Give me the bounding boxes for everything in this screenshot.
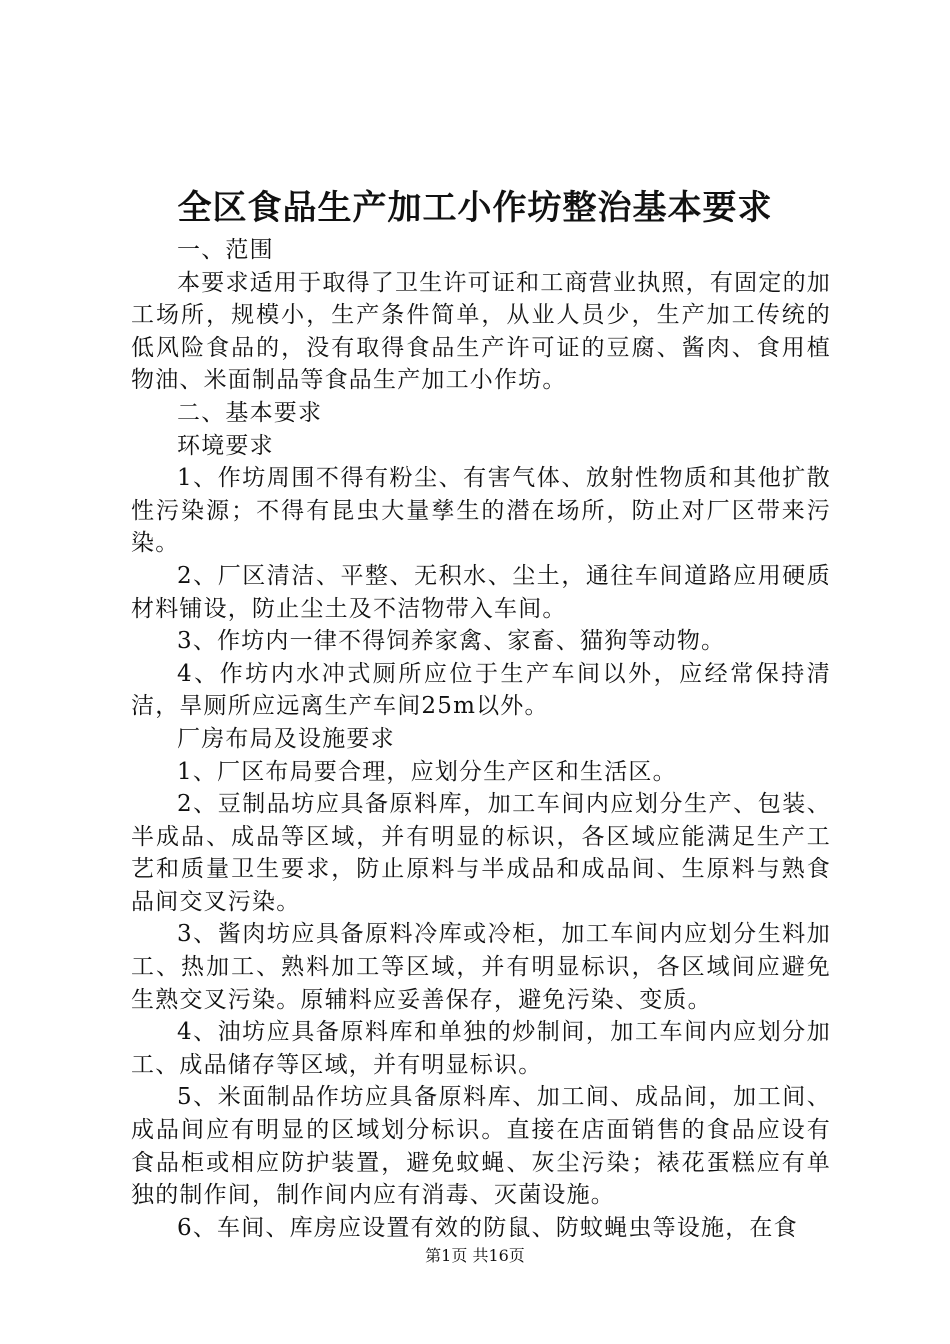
body-paragraph: 5、米面制品作坊应具备原料库、加工间、成品间，加工间、成品间应有明显的区域划分标识。直接在店面销售的食品应设有食品柜或相应防护装置，避免蚊蝇、灰尘污染；裱花蛋糕应有单独的制作间，制作间内应有消毒、灭菌设施。 xyxy=(131,1084,831,1209)
page-number-footer: 第1页 共16页 xyxy=(425,1246,525,1265)
subsection-heading: 环境要求 xyxy=(177,432,274,459)
document-title: 全区食品生产加工小作坊整治基本要求 xyxy=(177,188,773,228)
body-paragraph: 2、厂区清洁、平整、无积水、尘土，通往车间道路应用硬质材料铺设，防止尘土及不洁物带入车间。 xyxy=(131,562,831,622)
body-paragraph: 1、厂区布局要合理，应划分生产区和生活区。 xyxy=(177,758,677,785)
body-paragraph: 4、作坊内水冲式厕所应位于生产车间以外，应经常保持清洁，旱厕所应远离生产车间25m以外。 xyxy=(131,660,831,720)
body-paragraph: 本要求适用于取得了卫生许可证和工商营业执照，有固定的加工场所，规模小，生产条件简单，从业人员少，生产加工传统的低风险食品的，没有取得食品生产许可证的豆腐、酱肉、食用植物油、米面制品等食品生产加工小作坊。 xyxy=(131,269,831,394)
document-body xyxy=(131,234,831,1244)
body-paragraph: 4、油坊应具备原料库和单独的炒制间，加工车间内应划分加工、成品储存等区域，并有明显标识。 xyxy=(131,1019,831,1078)
section-heading: 二、基本要求 xyxy=(177,399,323,426)
body-paragraph: 1、作坊周围不得有粉尘、有害气体、放射性物质和其他扩散性污染源；不得有昆虫大量孳生的潜在场所，防止对厂区带来污染。 xyxy=(131,465,831,557)
body-paragraph: 3、酱肉坊应具备原料冷库或冷柜，加工车间内应划分生料加工、热加工、熟料加工等区域，并有明显标识，各区域间应避免生熟交叉污染。原辅料应妥善保存，避免污染、变质。 xyxy=(131,921,831,1013)
section-heading: 一、范围 xyxy=(177,237,274,263)
body-paragraph: 2、豆制品坊应具备原料库，加工车间内应划分生产、包装、半成品、成品等区域，并有明显的标识，各区域应能满足生产工艺和质量卫生要求，防止原料与半成品和成品间、生原料与熟食品间交叉污染。 xyxy=(131,791,831,915)
body-paragraph: 3、作坊内一律不得饲养家禽、家畜、猫狗等动物。 xyxy=(177,628,726,655)
subsection-heading: 厂房布局及设施要求 xyxy=(177,725,395,752)
body-paragraph: 6、车间、库房应设置有效的防鼠、防蚊蝇虫等设施，在食 xyxy=(177,1214,798,1241)
